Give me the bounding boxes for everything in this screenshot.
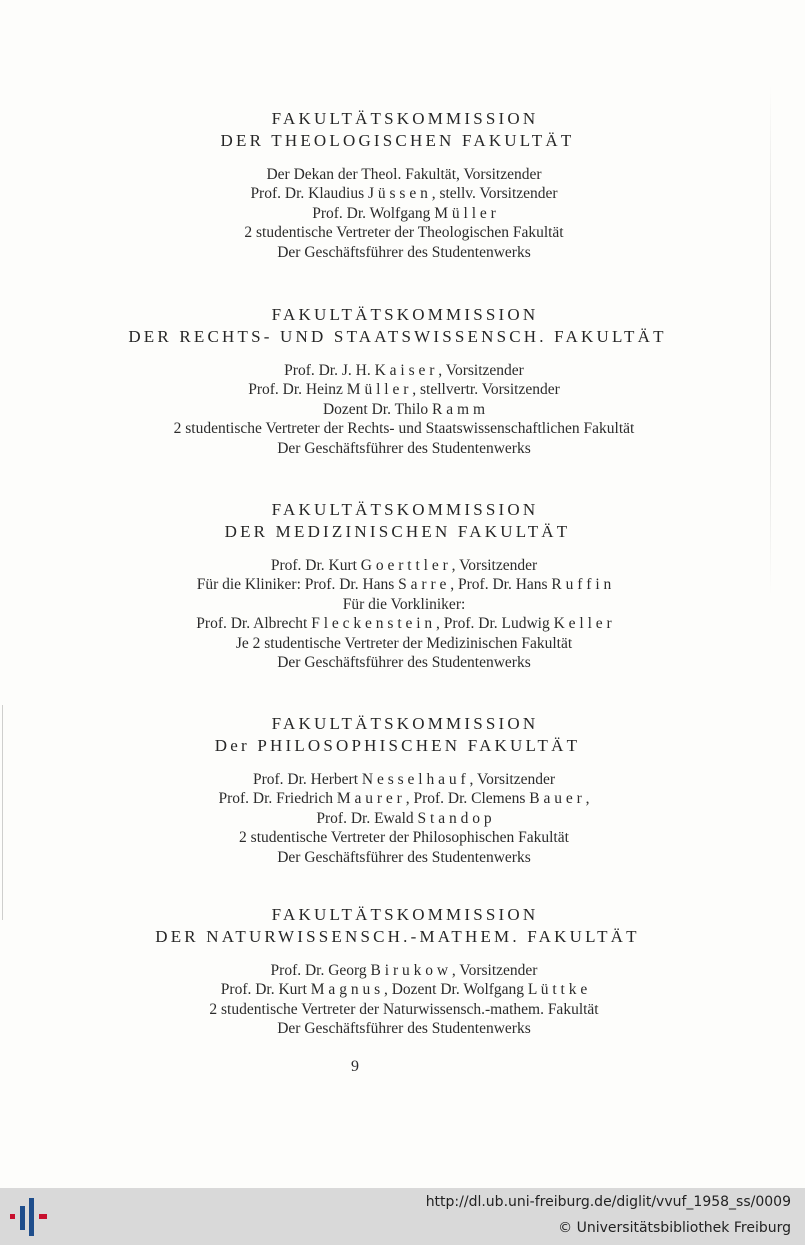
member-list: [0, 556, 805, 672]
member-line: Prof. Dr. Albrecht F l e c k e n s t e i n , Prof. Dr. Ludwig K e l l e r: [196, 615, 612, 633]
member-line: Der Geschäftsführer des Studentenwerks: [277, 654, 531, 672]
section-heading-line1: FAKULTÄTSKOMMISSION: [271, 305, 539, 324]
logo-bar-center: [29, 1198, 34, 1236]
member-line: Der Geschäftsführer des Studentenwerks: [277, 439, 531, 457]
section-heading-line1: FAKULTÄTSKOMMISSION: [271, 714, 539, 733]
member-list: [0, 961, 805, 1039]
footer-bar: [0, 1188, 805, 1245]
member-line: Prof. Dr. Wolfgang M ü l l e r: [312, 204, 496, 222]
member-line: Dozent Dr. Thilo R a m m: [322, 400, 486, 418]
ub-freiburg-logo-icon[interactable]: [10, 1196, 50, 1238]
section-medicine: [0, 499, 805, 672]
member-line: 2 studentische Vertreter der Naturwissensch.-mathem. Fakultät: [209, 1000, 599, 1018]
member-line: Prof. Dr. Heinz M ü l l e r , stellvertr. Vorsitzender: [248, 381, 560, 399]
member-line: Je 2 studentische Vertreter der Medizinischen Fakultät: [235, 634, 573, 652]
section-theology: [0, 108, 805, 262]
member-line: Prof. Dr. Georg B i r u k o w , Vorsitzender: [270, 962, 538, 979]
member-line: Der Geschäftsführer des Studentenwerks: [277, 848, 531, 866]
member-list: [0, 770, 805, 867]
section-heading-line2: DER NATURWISSENSCH.-MATHEM. FAKULTÄT: [155, 927, 640, 946]
member-line: Prof. Dr. Klaudius J ü s s e n , stellv. Vorsitzender: [250, 185, 558, 203]
section-heading-line2: DER THEOLOGISCHEN FAKULTÄT: [220, 131, 575, 150]
logo-bar-right: [39, 1214, 47, 1219]
member-line: Der Geschäftsführer des Studentenwerks: [277, 243, 531, 261]
logo-bar-center-left: [20, 1206, 25, 1230]
member-line: 2 studentische Vertreter der Rechts- und Staatswissenschaftlichen Fakultät: [173, 420, 635, 438]
section-heading-line1: FAKULTÄTSKOMMISSION: [271, 905, 539, 924]
section-law: [0, 304, 805, 458]
footer-copyright: © Universitätsbibliothek Freiburg: [558, 1220, 791, 1236]
member-line: Prof. Dr. Herbert N e s s e l h a u f , Vorsitzender: [252, 771, 556, 788]
section-heading-line2: DER RECHTS- UND STAATSWISSENSCH. FAKULTÄT: [128, 327, 667, 346]
member-line: Prof. Dr. Kurt G o e r t t l e r , Vorsitzender: [270, 557, 538, 574]
member-line: Für die Vorkliniker:: [342, 595, 466, 613]
member-list: [0, 165, 805, 262]
member-line: Prof. Dr. Kurt M a g n u s , Dozent Dr. Wolfgang L ü t t k e: [220, 981, 588, 999]
member-line: Prof. Dr. Ewald S t a n d o p: [316, 809, 492, 827]
member-line: Prof. Dr. Friedrich M a u r e r , Prof. Dr. Clemens B a u e r ,: [218, 790, 590, 808]
member-line: 2 studentische Vertreter der Philosophischen Fakultät: [239, 829, 569, 847]
section-natural-sciences: [0, 904, 805, 1039]
member-line: Der Dekan der Theol. Fakultät, Vorsitzender: [266, 166, 542, 183]
section-heading-line2: DER MEDIZINISCHEN FAKULTÄT: [224, 522, 571, 541]
page-number: 9: [351, 1058, 359, 1075]
section-heading-line1: FAKULTÄTSKOMMISSION: [271, 109, 539, 128]
section-philosophy: [0, 713, 805, 867]
member-line: Für die Kliniker: Prof. Dr. Hans S a r r e , Prof. Dr. Hans R u f f i n: [196, 576, 612, 594]
member-line: Der Geschäftsführer des Studentenwerks: [277, 1020, 531, 1038]
footer-url-link[interactable]: http://dl.ub.uni-freiburg.de/diglit/vvuf_1958_ss/0009: [425, 1194, 791, 1210]
section-heading-line1: FAKULTÄTSKOMMISSION: [271, 500, 539, 519]
member-list: [0, 361, 805, 458]
member-line: 2 studentische Vertreter der Theologischen Fakultät: [244, 224, 564, 242]
section-heading-line2: Der PHILOSOPHISCHEN FAKULTÄT: [214, 736, 581, 755]
member-line: Prof. Dr. J. H. K a i s e r , Vorsitzender: [284, 362, 524, 379]
logo-bar-left: [10, 1214, 15, 1219]
